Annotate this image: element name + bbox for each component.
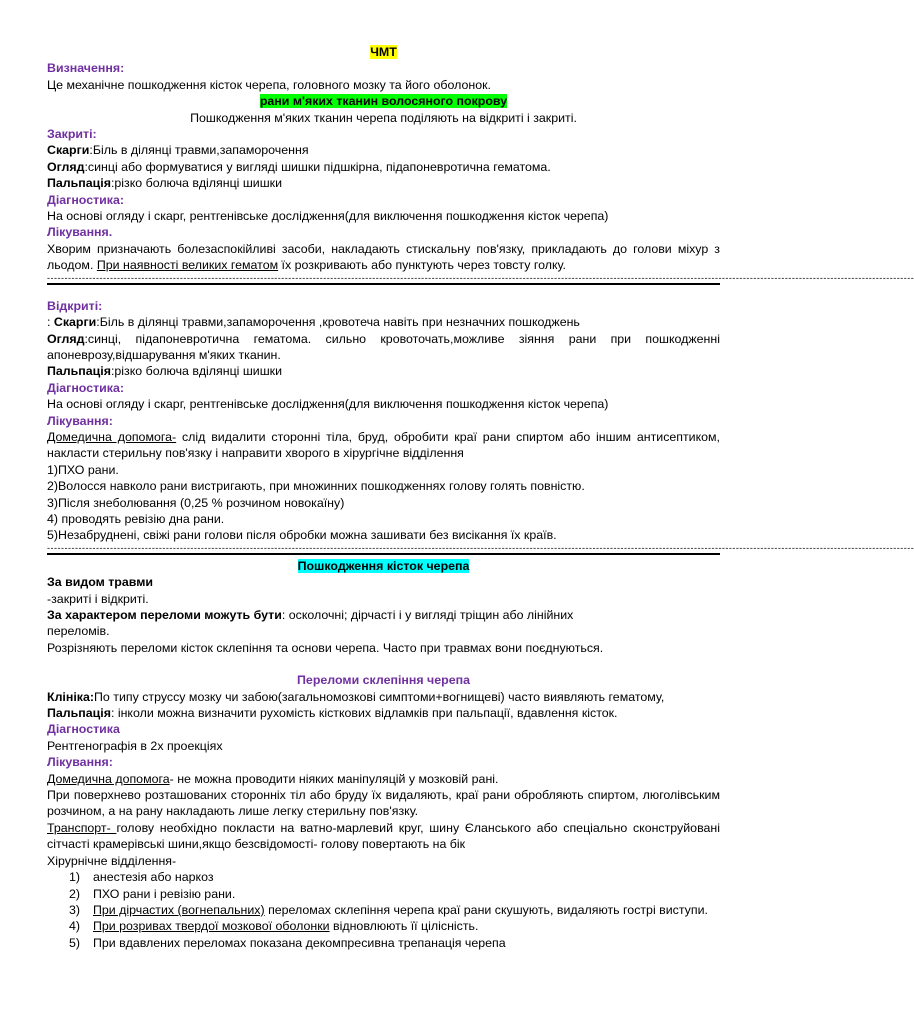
list-number: 1) (69, 870, 81, 885)
vault-palp-text: : інколи можна визначити рухомість кісткових відламків при пальпації, вдавлення кісток. (110, 706, 618, 721)
list-number: 3) (69, 902, 81, 917)
open-heading: Відкриті: (47, 298, 103, 313)
separator-dashes: -------------------------------------------------------------------------------------------------------------------------------------------------------------------------------------------------------------------------------------------------------- (47, 272, 914, 283)
list-item-text: анестезія або наркоз (93, 870, 214, 885)
soft-tissue-heading-line (47, 93, 720, 109)
list-item (47, 918, 720, 934)
list-item-underlined: При розривах твердої мозкової оболонки (93, 919, 330, 934)
vault-transport-label: Транспорт- (47, 820, 117, 835)
bone-by-type-text: -закриті і відкриті. (47, 591, 149, 606)
open-first-aid-text: слід видалити сторонні тіла, бруд, обробити краї рани спиртом або іншим антисептиком, накласти стерильну пов'язку і направити хворого в хірургічне відділення (47, 429, 720, 461)
list-item (47, 886, 720, 902)
closed-complaints-label: Скарги (47, 143, 90, 158)
open-diag-text: На основі огляду і скарг, рентгенівське дослідження(для виключення пошкодження кісток черепа) (47, 397, 609, 412)
closed-palp-text: :різко болюча вділянці шишки (110, 176, 283, 191)
closed-diag-heading: Діагностика: (47, 192, 125, 207)
open-palp-label: Пальпація (47, 364, 111, 379)
open-exam-label: Огляд (47, 331, 85, 346)
closed-palpation (47, 175, 720, 191)
vault-clinic (47, 689, 720, 705)
open-treat-heading: Лікування: (47, 413, 113, 428)
list-number: 5) (69, 935, 81, 950)
list-number: 2) (69, 886, 81, 901)
closed-diag-text: На основі огляду і скарг, рентгенівське дослідження(для виключення пошкодження кісток черепа) (47, 209, 609, 224)
open-first-aid-label: Домедична допомога- (47, 429, 177, 444)
list-item-text: переломах склепіння черепа краї рани скушують, видаляють гострі виступи. (264, 902, 708, 917)
open-step: 4) проводять ревізію дна рани. (47, 511, 225, 526)
bone-by-char (47, 607, 720, 623)
closed-treat-heading: Лікування. (47, 225, 113, 240)
closed-complaints (47, 142, 720, 158)
bone-heading: Пошкодження кісток черепа (297, 558, 470, 573)
open-step: 5)Незабруднені, свіжі рани голови після обробки можна зашивати без висікання їх країв. (47, 528, 557, 543)
closed-exam (47, 159, 720, 175)
vault-heading: Переломи склепіння черепа (297, 673, 470, 688)
closed-exam-label: Огляд (47, 159, 85, 174)
soft-tissue-heading: рани м'яких тканин волосяного покрову (259, 94, 508, 109)
separator-rule (47, 553, 720, 555)
open-step: 2)Волосся навколо рани вистригають, при множинних пошкодженнях голову голять повністю. (47, 479, 585, 494)
list-item-text: При вдавлених переломах показана декомпресивна трепанація черепа (93, 935, 506, 950)
list-item-text: відновлюють її цілісність. (329, 919, 479, 934)
list-item (47, 935, 720, 951)
list-number: 4) (69, 919, 81, 934)
vault-foreign-body: При поверхнево розташованих сторонніх тіл або бруду їх видаляють, краї рани обробляють спиртом, люголівським розчином, а на рану накладають лише легку стерильну пов'язку. (47, 788, 720, 819)
open-diag-heading: Діагностика: (47, 380, 125, 395)
bone-distinguish: Розрізняють переломи кісток склепіння та основи черепа. Часто при травмах вони поєднуються. (47, 640, 604, 655)
open-complaints-label: Скарги (53, 315, 97, 330)
vault-clinic-text: По типу струссу мозку чи забою(загальномозкові симптоми+вогнищеві) часто виявляють гематому, (94, 689, 665, 704)
open-first-aid (47, 429, 720, 462)
vault-palp-label: Пальпація (47, 706, 111, 721)
vault-treat-heading: Лікування: (47, 755, 113, 770)
closed-treat-text-b: їх розкривають або пунктують через товсту голку. (278, 258, 566, 273)
soft-tissue-intro: Пошкодження м'яких тканин черепа поділяють на відкриті і закриті. (190, 110, 577, 125)
bone-by-char-text: : осколочні; дірчасті і у вигляді тріщин або лінійних (281, 608, 574, 622)
open-exam (47, 331, 720, 364)
vault-transport-text: голову необхідно покласти на ватно-марлевий круг, шину Єланського або спеціально сконструйовані сітчасті крамерівські шини,якщо безсвідомості- голову повертають на бік (47, 820, 720, 852)
separator-dashes: -------------------------------------------------------------------------------------------------------------------------------------------------------------------------------------------------------------------------------------------------------- (47, 542, 914, 553)
list-item (47, 902, 720, 918)
closed-complaints-text: :Біль в ділянці травми,запаморочення (89, 143, 309, 158)
document-title-line (47, 44, 720, 60)
closed-treat-text (47, 241, 720, 274)
vault-first-aid-text: - не можна проводити ніяких маніпуляцій у мозковій рані. (169, 771, 499, 786)
open-palp-text: :різко болюча вділянці шишки (110, 364, 283, 379)
open-complaints-text: :Біль в ділянці травми,запаморочення ,кровотеча навіть при незначних пошкоджень (96, 315, 580, 330)
definition-heading: Визначення: (47, 61, 125, 76)
closed-heading: Закриті: (47, 127, 97, 142)
vault-surgery-heading: Хірурнічне відділення- (47, 853, 177, 868)
closed-treat-text-underlined: При наявності великих гематом (96, 258, 279, 273)
open-step: 3)Після знеболювання (0,25 % розчином новокаїну) (47, 495, 345, 510)
closed-treat-text-a: Хворим призначають болезаспокійливі засоби, накладають стискальну пов'язку, прикладають до голови міхур з льодом. (47, 241, 720, 273)
closed-exam-text: :синці або формуватися у вигляді шишки підшкірна, підапоневротична гематома. (84, 159, 551, 174)
vault-first-aid (47, 771, 720, 787)
bone-by-char-label: За характером переломи можуть бути (47, 608, 282, 622)
vault-first-aid-label: Домедична допомога (47, 771, 170, 786)
vault-diag-text: Рентгенографія в 2х проекціях (47, 738, 223, 753)
document-title: ЧМТ (370, 45, 397, 59)
vault-palpation (47, 705, 720, 721)
document-page (47, 44, 914, 951)
open-palpation (47, 363, 720, 379)
list-item-text: ПХО рани і ревізію рани. (93, 886, 236, 901)
bone-by-type-label: За видом травми (47, 575, 153, 590)
separator-rule (47, 283, 720, 285)
vault-clinic-label: Клініка: (47, 689, 95, 704)
open-exam-text: :синці, підапоневротична гематома. сильно кровоточать,можливе зіяння рани при пошкодженні апоневрозу,відшарування м'яких тканин. (47, 331, 720, 362)
open-step: 1)ПХО рани. (47, 462, 119, 477)
bone-by-char-text2: переломів. (47, 624, 110, 639)
closed-palp-label: Пальпація (47, 176, 111, 191)
vault-diag-heading: Діагностика (47, 722, 120, 737)
bone-heading-line (47, 558, 720, 574)
open-complaints-prefix: : (47, 315, 54, 330)
open-complaints (47, 314, 720, 330)
vault-surgery-list (47, 869, 720, 951)
list-item (47, 869, 720, 885)
definition-text: Це механічне пошкодження кісток черепа, головного мозку та його оболонок. (47, 77, 491, 92)
list-item-underlined: При дірчастих (вогнепальних) (93, 902, 265, 917)
vault-transport (47, 820, 720, 853)
